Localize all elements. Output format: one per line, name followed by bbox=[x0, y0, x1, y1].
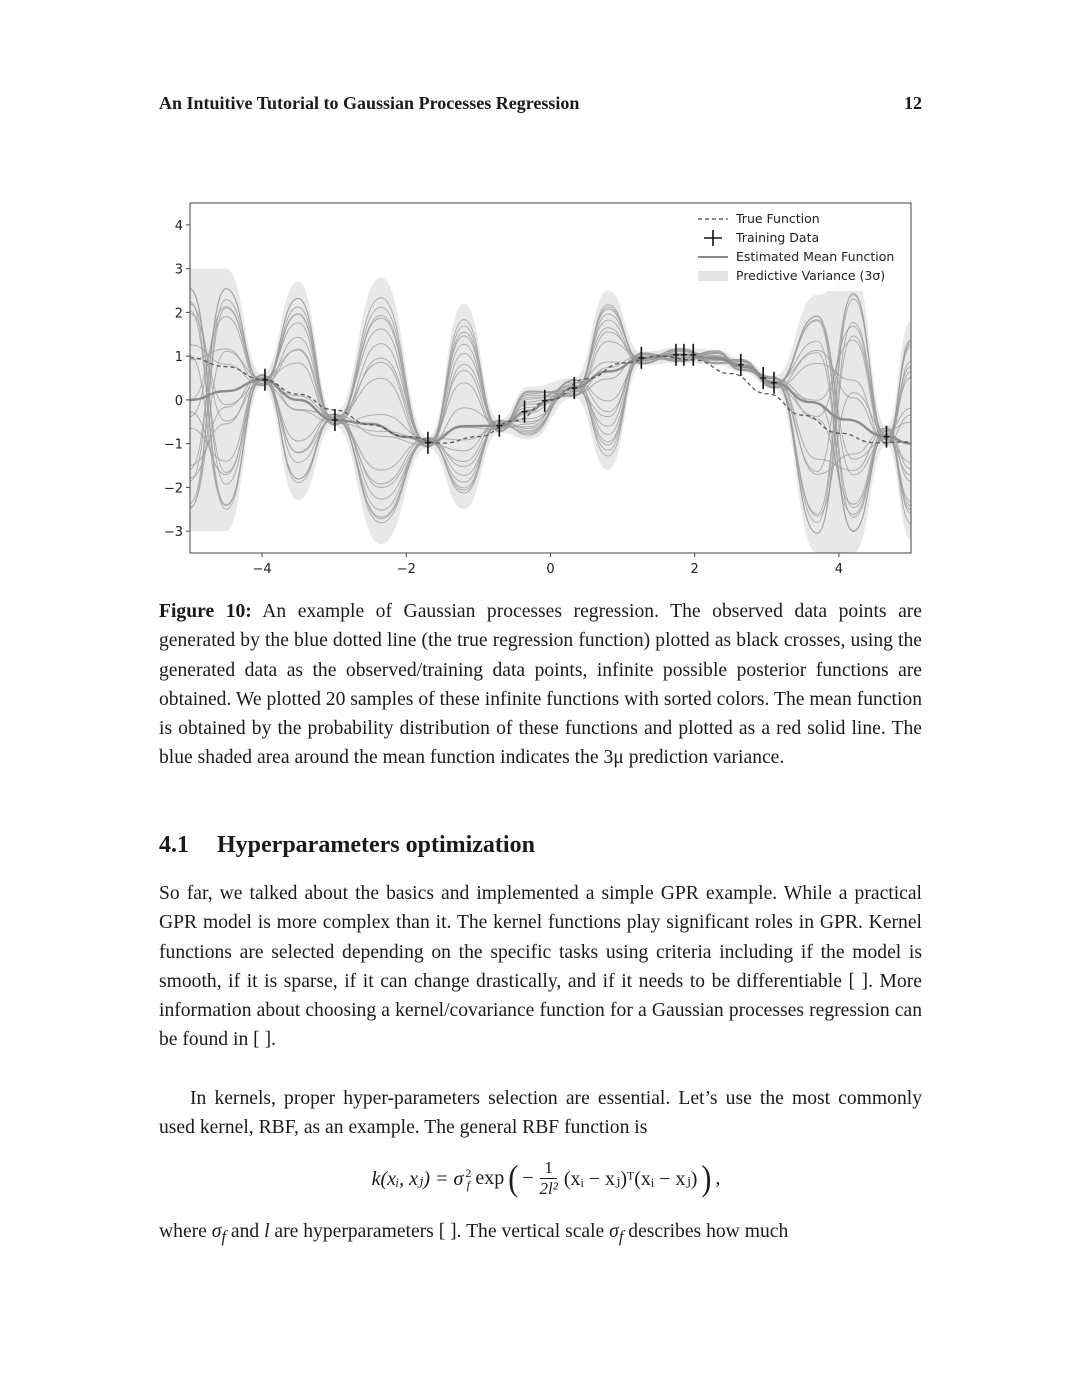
y-tick-label: −3 bbox=[163, 525, 183, 541]
sigma-symbol: σ bbox=[609, 1221, 619, 1242]
running-head-title: An Intuitive Tutorial to Gaussian Processes Regression bbox=[159, 93, 580, 113]
l-symbol: l bbox=[264, 1221, 270, 1242]
page-number: 12 bbox=[904, 93, 922, 113]
y-tick-label: 3 bbox=[174, 262, 183, 278]
eq-fraction bbox=[540, 1158, 558, 1199]
sigma-symbol: σ bbox=[211, 1221, 222, 1242]
legend-variance-icon bbox=[698, 271, 728, 281]
section-number: 4.1 bbox=[159, 832, 189, 858]
y-tick-label: 1 bbox=[174, 350, 183, 366]
legend-label: Training Data bbox=[736, 230, 820, 245]
eq-exp: exp bbox=[475, 1167, 505, 1189]
p3-text-b: and bbox=[225, 1221, 265, 1242]
p3-text-a: where bbox=[159, 1221, 212, 1242]
y-tick-label: −2 bbox=[163, 481, 183, 497]
eq-frac-den: 2l² bbox=[539, 1179, 558, 1198]
y-tick-label: 0 bbox=[174, 393, 183, 409]
figure-label: Figure 10: bbox=[159, 601, 252, 622]
paragraph-1: So far, we talked about the basics and implemented a simple GPR example. While a practical GPR model is more complex than it. The kernel functions play significant roles in GPR. Kernel functions are selected depending on the specific tasks using criteria including if the model is smooth, if it is sparse, if it can change drastically, and if it needs to be differentiable [ ]. More information about choosing a kernel/covariance function for a Gaussian processes regression can be found in [ ]. bbox=[159, 883, 922, 1051]
sigma-subscript: f bbox=[618, 1226, 624, 1246]
section-title: Hyperparameters optimization bbox=[217, 832, 535, 858]
eq-frac-num: 1 bbox=[540, 1158, 557, 1179]
paragraph-3 bbox=[159, 1217, 922, 1251]
x-tick-label: 0 bbox=[546, 562, 555, 577]
legend-label: True Function bbox=[736, 211, 820, 226]
plot-area bbox=[190, 269, 911, 553]
paragraph-2: In kernels, proper hyper-parameters selection are essential. Let’s use the most commonly used kernel, RBF, as an example. The general RBF function is bbox=[159, 1088, 922, 1139]
x-tick-label: 2 bbox=[690, 562, 699, 577]
x-tick-label: −4 bbox=[252, 562, 272, 577]
legend-label: Predictive Variance (3σ) bbox=[736, 268, 886, 283]
eq-open-paren: ( bbox=[508, 1158, 519, 1198]
y-tick-label: −1 bbox=[163, 437, 183, 453]
p3-text-c: are hyperparameters [ ]. The vertical scale bbox=[269, 1221, 610, 1242]
p3-text-d: describes how much bbox=[623, 1221, 789, 1242]
x-tick-label: 4 bbox=[834, 562, 844, 577]
sigma-subscript: f bbox=[221, 1226, 226, 1246]
figure-caption bbox=[159, 597, 922, 773]
y-tick-label: 4 bbox=[174, 218, 183, 234]
rbf-equation bbox=[0, 1158, 1080, 1199]
eq-sub: f bbox=[466, 1177, 471, 1192]
gpr-plot bbox=[150, 195, 930, 580]
figure-10-chart bbox=[150, 195, 930, 580]
eq-lhs: k(xᵢ, xⱼ) = σ bbox=[371, 1168, 464, 1190]
eq-trail: , bbox=[715, 1167, 721, 1189]
running-head bbox=[159, 93, 922, 114]
legend-label: Estimated Mean Function bbox=[736, 249, 895, 264]
y-tick-label: 2 bbox=[174, 306, 183, 322]
eq-body: (xᵢ − xⱼ)ᵀ(xᵢ − xⱼ) bbox=[563, 1168, 698, 1190]
section-heading bbox=[159, 832, 535, 859]
x-tick-label: −2 bbox=[396, 562, 416, 577]
eq-sup: 2 bbox=[465, 1165, 472, 1180]
eq-close-paren: ) bbox=[701, 1158, 712, 1198]
eq-minus: − bbox=[522, 1167, 534, 1189]
figure-caption-text: An example of Gaussian processes regression. The observed data points are generated by the blue dotted line (the true regression function) plotted as black crosses, using the generated data as the observed/training data points, infinite possible posterior functions are obtained. We plotted 20 samples of these infinite functions with sorted colors. The mean function is obtained by the probability distribution of these functions and plotted as a red solid line. The blue shaded area around the mean function indicates the 3μ prediction variance. bbox=[159, 601, 922, 769]
